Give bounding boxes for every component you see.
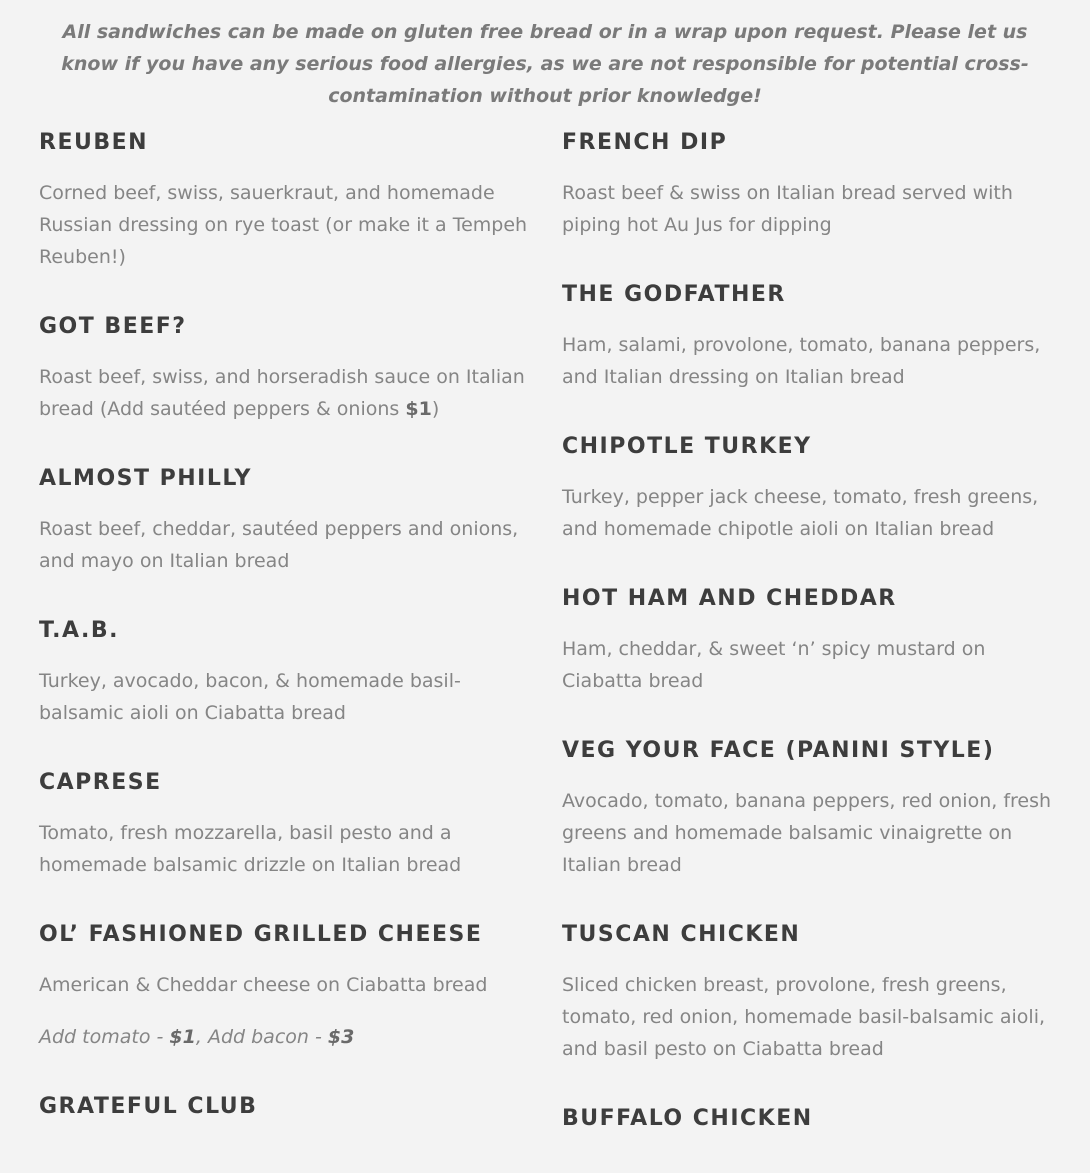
menu-item-godfather [562,277,1057,393]
menu-item-description: Ham, cheddar, & sweet ‘n’ spicy mustard on Ciabatta bread [562,638,986,692]
description-text: Roast beef, swiss, and horseradish sauce on Italian bread (Add sautéed peppers & onions [39,366,525,420]
addon-separator: , [195,1026,208,1048]
addon-price: $3 [327,1026,355,1048]
menu-item-tuscan-chicken [562,917,1057,1065]
menu-item-chipotle-turkey [562,429,1057,545]
menu-item-title: GOT BEEF? [39,314,187,339]
menu-item-veg-your-face [562,733,1057,881]
menu-item-hot-ham-cheddar [562,581,1057,697]
menu-item-description: Turkey, pepper jack cheese, tomato, fresh greens, and homemade chipotle aioli on Italian bread [562,486,1039,540]
menu-item-title: THE GODFATHER [562,282,786,307]
menu-item-title: T.A.B. [39,618,119,643]
menu-item-french-dip [562,125,1057,241]
menu-item-grateful-club [39,1089,534,1125]
menu-column-right [562,125,1057,1173]
menu-item-title: VEG YOUR FACE (PANINI STYLE) [562,738,995,763]
menu-item-description: Ham, salami, provolone, tomato, banana peppers, and Italian dressing on Italian bread [562,334,1041,388]
addon-label: Add tomato - [39,1026,170,1048]
menu-item-buffalo-chicken [562,1101,1057,1137]
menu-item-almost-philly [39,461,534,577]
menu-item-got-beef [39,309,534,425]
addon-price: $1 [169,1026,196,1048]
menu-item-description: Corned beef, swiss, sauerkraut, and homemade Russian dressing on rye toast (or make it a Tempeh Reuben!) [39,182,528,268]
menu-item-description [39,361,534,425]
menu-item-title: ALMOST PHILLY [39,466,252,491]
menu-item-title: HOT HAM AND CHEDDAR [562,586,897,611]
menu-item-title: TUSCAN CHICKEN [562,922,801,947]
menu-item-tab [39,613,534,729]
menu-item-addons [39,1021,534,1053]
menu-item-description: Tomato, fresh mozzarella, basil pesto and a homemade balsamic drizzle on Italian bread [39,822,462,876]
menu-item-description: Roast beef, cheddar, sautéed peppers and onions, and mayo on Italian bread [39,518,519,572]
menu-item-caprese [39,765,534,881]
menu-item-title: REUBEN [39,130,149,155]
menu-item-title: CAPRESE [39,770,162,795]
menu-item-description: Avocado, tomato, banana peppers, red onion, fresh greens and homemade balsamic vinaigrette on Italian bread [562,790,1052,876]
menu-item-description: Sliced chicken breast, provolone, fresh greens, tomato, red onion, homemade basil-balsamic aioli, and basil pesto on Ciabatta bread [562,974,1046,1060]
description-text-end: ) [431,398,440,420]
menu-item-title: OL’ FASHIONED GRILLED CHEESE [39,922,483,947]
price: $1 [405,398,432,420]
menu-item-description: Turkey, avocado, bacon, & homemade basil-balsamic aioli on Ciabatta bread [39,670,461,724]
menu-item-description: Roast beef & swiss on Italian bread served with piping hot Au Jus for dipping [562,182,1013,236]
menu-item-reuben [39,125,534,273]
menu-column-left [39,125,534,1161]
menu-item-title: FRENCH DIP [562,130,728,155]
menu-item-title: BUFFALO CHICKEN [562,1106,813,1131]
menu-item-title: CHIPOTLE TURKEY [562,434,812,459]
menu-item-description: American & Cheddar cheese on Ciabatta bread [39,974,488,996]
addon-label: Add bacon - [207,1026,328,1048]
allergy-notice: All sandwiches can be made on gluten free bread or in a wrap upon request. Please let us know if you have any serious food allergies, as we are not responsible for potential cross-contamination without prior knowledge! [61,21,1029,107]
menu-item-title: GRATEFUL CLUB [39,1094,258,1119]
menu-item-grilled-cheese [39,917,534,1053]
